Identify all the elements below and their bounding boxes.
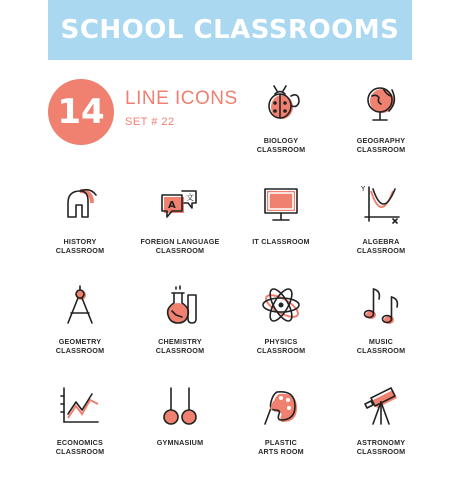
icon-tile-chemistry	[132, 283, 228, 355]
icon-tile-astronomy	[333, 384, 429, 456]
icon-tile-plastic-arts	[233, 384, 329, 456]
count-badge	[48, 79, 114, 145]
atom-icon	[259, 283, 303, 327]
page-title: SCHOOL CLASSROOMS	[60, 15, 400, 45]
speech-bubbles-icon	[158, 183, 202, 227]
icon-label: ECONOMICS CLASSROOM	[55, 438, 105, 456]
icon-label: BIOLOGY CLASSROOM	[256, 136, 306, 154]
helmet-icon	[58, 183, 102, 227]
icon-label: GEOGRAPHY CLASSROOM	[356, 136, 406, 154]
icon-label: PHYSICS CLASSROOM	[256, 337, 306, 355]
icon-label: FOREIGN LANGUAGE CLASSROOM	[140, 237, 220, 255]
icon-tile-history	[32, 183, 128, 255]
rings-icon	[158, 384, 202, 428]
icon-tile-geometry	[32, 283, 128, 355]
icon-label: MUSIC CLASSROOM	[356, 337, 406, 355]
line-chart-icon	[58, 384, 102, 428]
telescope-icon	[359, 384, 403, 428]
icon-tile-economics	[32, 384, 128, 456]
icon-tile-biology	[233, 82, 329, 154]
set-title: LINE ICONS	[125, 88, 238, 109]
icon-label: IT CLASSROOM	[252, 237, 310, 246]
icon-label: CHEMISTRY CLASSROOM	[155, 337, 205, 355]
monitor-icon	[259, 183, 303, 227]
svg-text:A: A	[168, 200, 176, 211]
icon-label: PLASTIC ARTS ROOM	[258, 438, 304, 456]
icon-label: HISTORY CLASSROOM	[55, 237, 105, 255]
icon-tile-music	[333, 283, 429, 355]
icon-tile-algebra	[333, 183, 429, 255]
graph-axes-icon	[359, 183, 403, 227]
icon-label: ALGEBRA CLASSROOM	[356, 237, 406, 255]
icon-count: 14	[57, 92, 105, 132]
compass-icon	[58, 283, 102, 327]
icon-tile-it	[233, 183, 329, 246]
music-notes-icon	[359, 283, 403, 327]
ladybug-icon	[259, 82, 303, 126]
title-banner	[48, 0, 412, 60]
globe-icon	[359, 82, 403, 126]
icon-label: ASTRONOMY CLASSROOM	[356, 438, 406, 456]
svg-text:文: 文	[186, 193, 194, 202]
icon-tile-foreign-language	[132, 183, 228, 255]
svg-text:Y: Y	[361, 185, 366, 193]
icon-label: GYMNASIUM	[156, 438, 204, 447]
icon-tile-gymnasium	[132, 384, 228, 447]
icon-tile-physics	[233, 283, 329, 355]
set-subtitle: SET # 22	[125, 116, 175, 128]
palette-icon	[259, 384, 303, 428]
flask-icon	[158, 283, 202, 327]
icon-tile-geography	[333, 82, 429, 154]
icon-label: GEOMETRY CLASSROOM	[55, 337, 105, 355]
